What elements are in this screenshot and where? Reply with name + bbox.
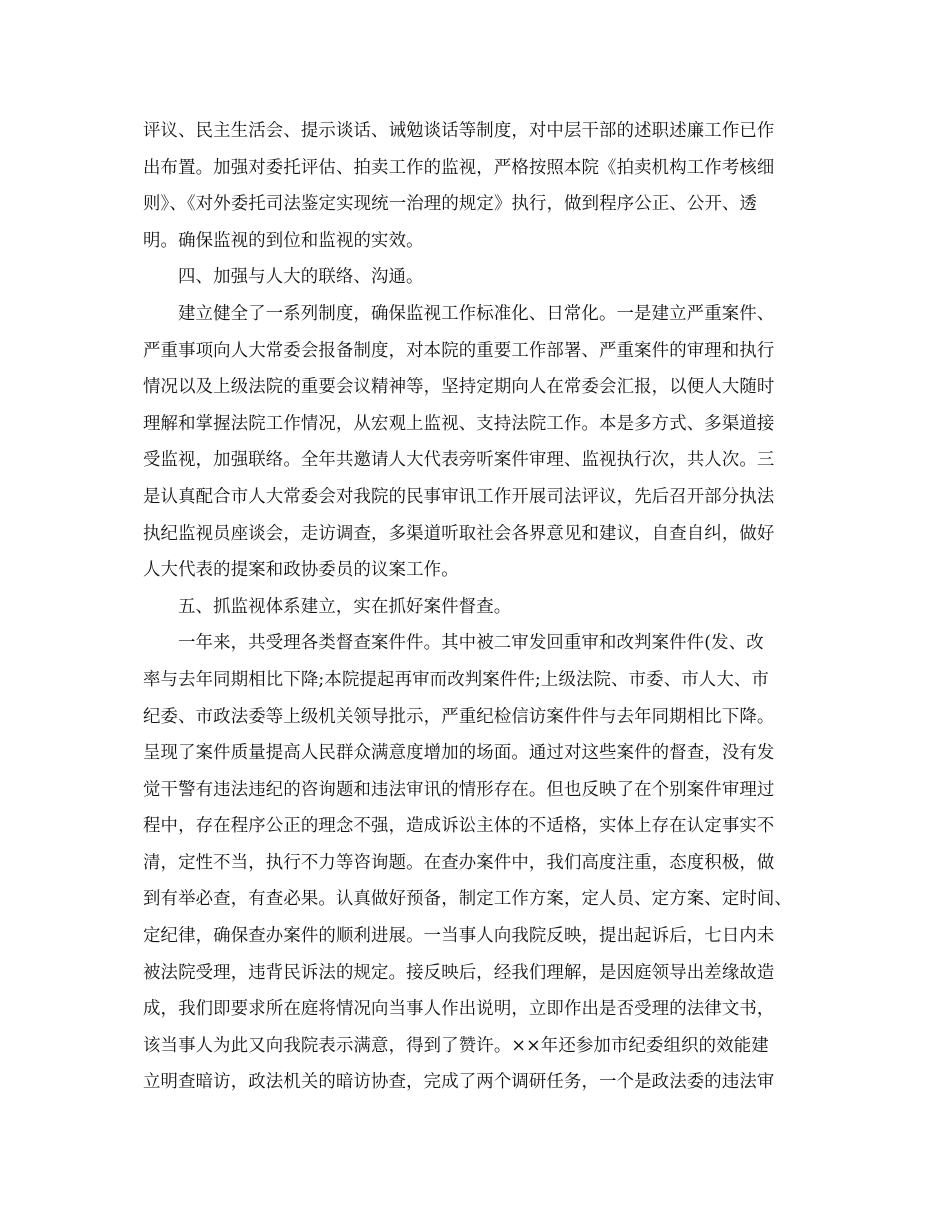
paragraph-start-line: 建立健全了一系列制度，确保监视工作标准化、日常化。一是建立严重案件、 [178, 303, 775, 324]
text-line: 是认真配合市人大常委会对我院的民事审讯工作开展司法评议，先后召开部分执法 [143, 486, 775, 507]
text-line: 受监视，加强联络。全年共邀请人大代表旁听案件审理、监视执行次，共人次。三 [143, 450, 775, 471]
text-line: 人大代表的提案和政协委员的议案工作。 [143, 560, 459, 581]
text-line: 率与去年同期相比下降;本院提起再审而改判案件件;上级法院、市委、市人大、市 [143, 669, 769, 690]
text-line: 出布置。加强对委托评估、拍卖工作的监视，严格按照本院《拍卖机构工作考核细 [143, 157, 775, 178]
text-line: 定纪律，确保查办案件的顺利进展。一当事人向我院反映，提出起诉后，七日内未 [143, 926, 775, 947]
document-body [143, 113, 815, 1101]
text-line: 明。确保监视的到位和监视的实效。 [143, 230, 424, 251]
text-line: 纪委、市政法委等上级机关领导批示，严重纪检信访案件件与去年同期相比下降。 [143, 706, 775, 727]
text-line: 严重事项向人大常委会报备制度，对本院的重要工作部署、严重案件的审理和执行 [143, 340, 775, 361]
text-line: 该当事人为此又向我院表示满意，得到了赞许。××年还参加市纪委组织的效能建 [143, 1035, 769, 1056]
text-line: 立明查暗访，政法机关的暗访协查，完成了两个调研任务，一个是政法委的违法审 [143, 1072, 775, 1093]
text-line: 呈现了案件质量提高人民群众满意度增加的场面。通过对这些案件的督查，没有发 [143, 743, 775, 764]
paragraph-start-line: 四、加强与人大的联络、沟通。 [178, 267, 424, 288]
text-line: 觉干警有违法违纪的咨询题和违法审讯的情形存在。但也反映了在个别案件审理过 [143, 779, 775, 800]
text-line: 评议、民主生活会、提示谈话、诫勉谈话等制度，对中层干部的述职述廉工作已作 [143, 121, 775, 141]
text-line: 清，定性不当，执行不力等咨询题。在查办案件中，我们高度注重，态度积极，做 [143, 852, 775, 873]
text-line: 理解和掌握法院工作情况，从宏观上监视、支持法院工作。本是多方式、多渠道接 [143, 413, 775, 434]
text-line: 成，我们即要求所在庭将情况向当事人作出说明，立即作出是否受理的法律文书， [143, 999, 775, 1020]
text-line: 执纪监视员座谈会，走访调查，多渠道听取社会各界意见和建议，自查自纠，做好 [143, 523, 775, 544]
text-line: 情况以及上级法院的重要会议精神等，坚持定期向人在常委会汇报，以便人大随时 [143, 377, 775, 398]
text-line: 被法院受理，违背民诉法的规定。接反映后，经我们理解，是因庭领导出差缘故造 [143, 962, 775, 983]
text-line: 到有举必查，有查必果。认真做好预备，制定工作方案，定人员、定方案、定时间、 [143, 889, 793, 910]
paragraph-start-line: 一年来，共受理各类督查案件件。其中被二审发回重审和改判案件件(发、改 [178, 633, 764, 654]
paragraph-start-line: 五、抓监视体系建立，实在抓好案件督查。 [178, 596, 512, 617]
text-line: 则》、《对外委托司法鉴定实现统一治理的规定》执行，做到程序公正、公开、透 [143, 194, 758, 215]
text-line: 程中，存在程序公正的理念不强，造成诉讼主体的不适格，实体上存在认定事实不 [143, 816, 775, 837]
